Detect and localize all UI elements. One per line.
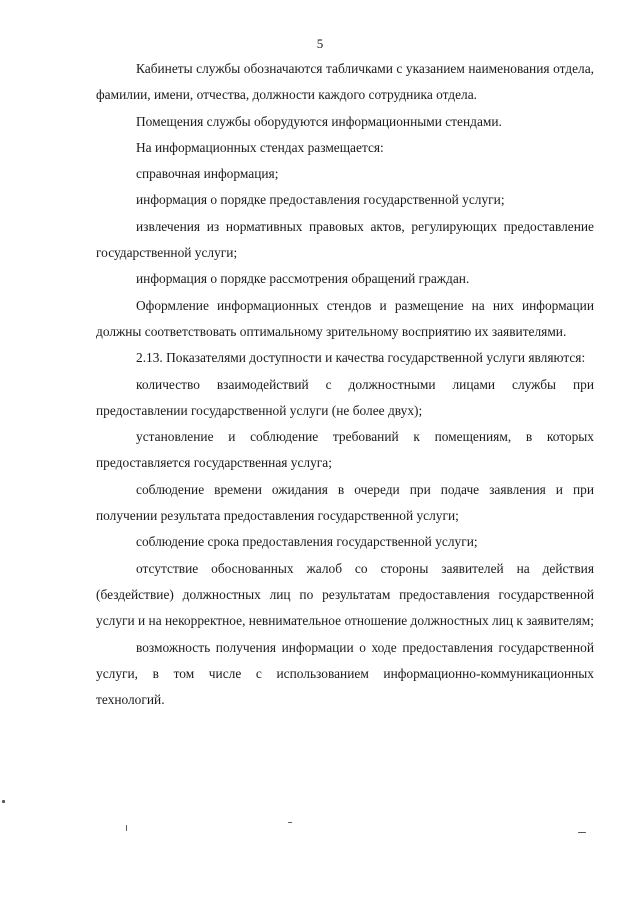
list-item-reference-info: справочная информация; xyxy=(136,166,279,182)
scan-speck xyxy=(126,825,127,831)
paragraph-stands-design: Оформление информационных стендов и размещение на них информации должны соответствовать оптимальному зрительному восприятию их заявителями. xyxy=(96,297,594,339)
scan-speck xyxy=(578,832,586,833)
list-item-legal-extracts: извлечения из нормативных правовых актов, регулирующих предоставление государственной услуги; xyxy=(96,218,594,261)
document-body xyxy=(96,56,594,713)
list-item-interactions-count: количество взаимодействий с должностными лицами службы при предоставлении государственной услуги (не более двух); xyxy=(96,376,594,418)
paragraph-section-2-13: 2.13. Показателями доступности и качества государственной услуги являются: xyxy=(136,350,586,366)
list-item-appeals-procedure: информация о порядке рассмотрения обращений граждан. xyxy=(136,271,470,287)
paragraph-office-signs: Кабинеты службы обозначаются табличками с указанием наименования отдела, фамилии, имени, отчества, должности каждого сотрудника отдела. xyxy=(96,61,594,103)
list-item-waiting-time: соблюдение времени ожидания в очереди при подаче заявления и при получении результата предоставления государственной услуги; xyxy=(96,481,594,524)
list-item-service-deadline: соблюдение срока предоставления государственной услуги; xyxy=(136,534,478,550)
list-item-no-complaints: отсутствие обоснованных жалоб со стороны заявителей на действия (бездействие) должностных лиц по результатам предоставления государственной услуги и на некорректное, невнимательное отношение должностных лиц к заявителям; xyxy=(96,560,594,629)
list-item-service-procedure: информация о порядке предоставления государственной услуги; xyxy=(136,192,505,208)
list-item-information-access: возможность получения информации о ходе предоставления государственной услуги, в том числе с использованием информационно-коммуникационных технологий. xyxy=(96,639,594,708)
page-number: 5 xyxy=(316,36,324,51)
list-item-premises-requirements: установление и соблюдение требований к помещениям, в которых предоставляется государственная услуга; xyxy=(96,429,594,471)
scan-speck xyxy=(2,800,5,803)
paragraph-info-stands: Помещения службы оборудуются информационными стендами. xyxy=(136,113,502,129)
scan-speck xyxy=(288,822,292,823)
paragraph-stands-contents-intro: На информационных стендах размещается: xyxy=(136,139,384,155)
